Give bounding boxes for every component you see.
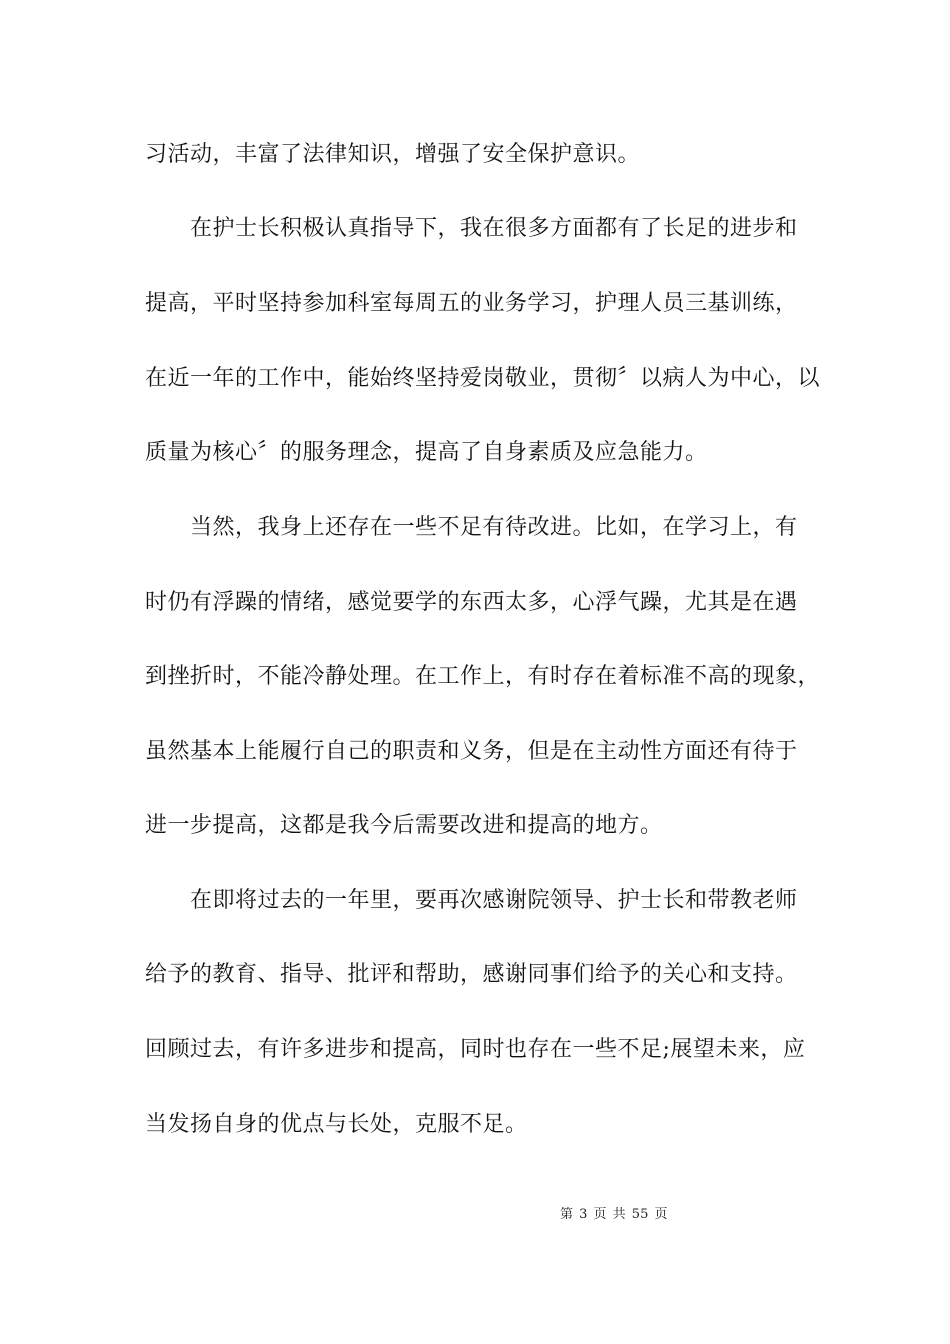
text-line: 在即将过去的一年里，要再次感谢院领导、护士长和带教老师	[190, 888, 798, 913]
text-line: 提高，平时坚持参加科室每周五的业务学习，护理人员三基训练，	[145, 291, 798, 316]
text-line: 到挫折时，不能冷静处理。在工作上，有时存在着标准不高的现象，	[145, 664, 821, 689]
text-line: 习活动，丰富了法律知识，增强了安全保护意识。	[145, 142, 641, 167]
text-line: 回顾过去，有许多进步和提高，同时也存在一些不足;展望未来，应	[145, 1037, 806, 1062]
text-line: 在护士长积极认真指导下，我在很多方面都有了长足的进步和	[190, 216, 798, 241]
text-line: 当然，我身上还存在一些不足有待改进。比如，在学习上，有	[190, 515, 798, 540]
text-line: 虽然基本上能履行自己的职责和义务，但是在主动性方面还有待于	[145, 739, 798, 764]
text-line: 给予的教育、指导、批评和帮助，感谢同事们给予的关心和支持。	[145, 962, 798, 987]
text-line: 当发扬自身的优点与长处，克服不足。	[145, 1112, 528, 1137]
text-line: 在近一年的工作中，能始终坚持爱岗敬业，贯彻〞以病人为中心，以	[145, 366, 821, 391]
page-number: 第 3 页 共 55 页	[560, 1207, 668, 1222]
text-line: 进一步提高，这都是我今后需要改进和提高的地方。	[145, 813, 663, 838]
text-line: 质量为核心〞的服务理念，提高了自身素质及应急能力。	[145, 440, 708, 465]
text-line: 时仍有浮躁的情绪，感觉要学的东西太多，心浮气躁，尤其是在遇	[145, 590, 798, 615]
